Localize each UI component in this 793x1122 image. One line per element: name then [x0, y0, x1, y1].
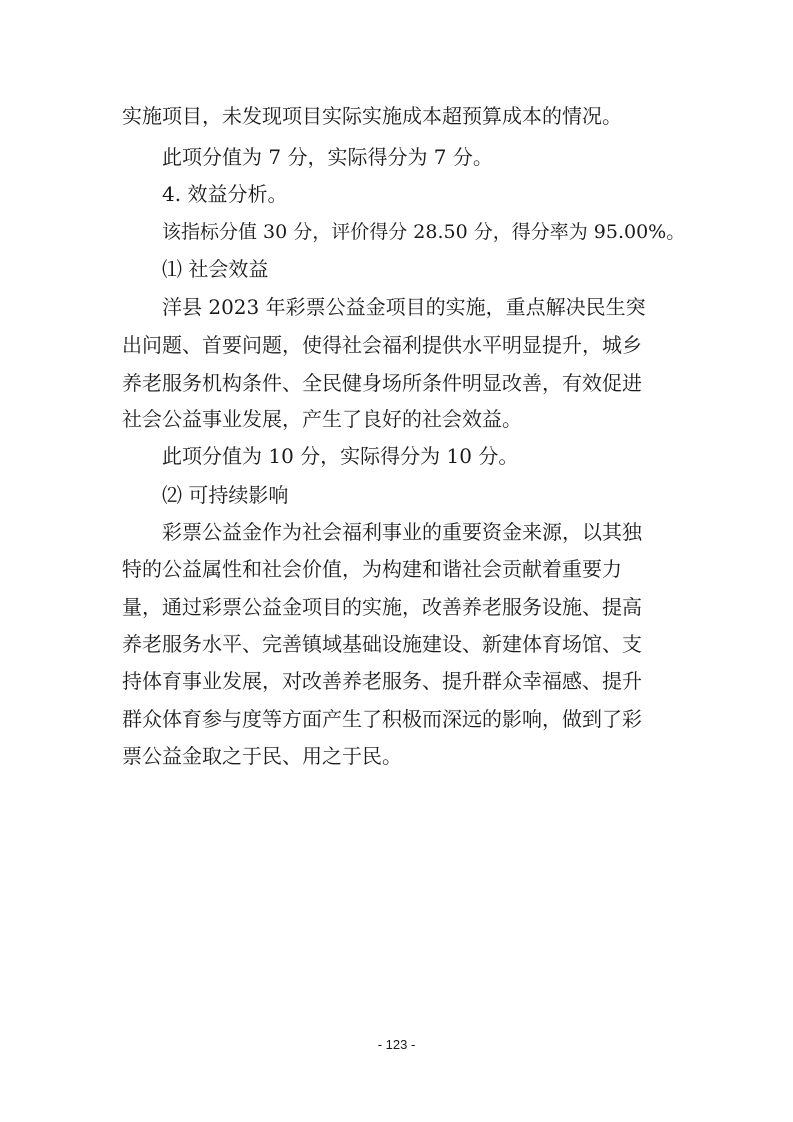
subsection-heading: ⑵ 可持续影响: [162, 483, 289, 507]
text-line: 社会公益事业发展，产生了良好的社会效益。: [122, 407, 522, 431]
text-line: 票公益金取之于民、用之于民。: [122, 744, 402, 768]
text-line: 实施项目，未发现项目实际实施成本超预算成本的情况。: [122, 104, 622, 128]
text-line: 养老服务机构条件、全民健身场所条件明显改善，有效促进: [122, 371, 642, 395]
subsection-heading: ⑴ 社会效益: [162, 257, 269, 281]
text-line: 该指标分值 30 分，评价得分 28.50 分，得分率为 95.00%。: [162, 221, 686, 243]
text-line: 出问题、首要问题，使得社会福利提供水平明显提升，城乡: [122, 333, 642, 357]
text-line: 群众体育参与度等方面产生了积极而深远的影响，做到了彩: [122, 707, 642, 731]
page-number: - 123 -: [377, 1037, 416, 1052]
text-line: 彩票公益金作为社会福利事业的重要资金来源，以其独: [162, 520, 642, 544]
text-line: 洋县 2023 年彩票公益金项目的实施，重点解决民生突: [162, 295, 646, 319]
text-line: 此项分值为 10 分，实际得分为 10 分。: [162, 444, 519, 468]
text-line: 养老服务水平、完善镇域基础设施建设、新建体育场馆、支: [122, 632, 642, 656]
text-line: 此项分值为 7 分，实际得分为 7 分。: [162, 145, 493, 169]
section-heading: 4. 效益分析。: [162, 182, 288, 206]
text-line: 量，通过彩票公益金项目的实施，改善养老服务设施、提高: [122, 595, 642, 619]
text-line: 持体育事业发展，对改善养老服务、提升群众幸福感、提升: [122, 669, 642, 693]
text-line: 特的公益属性和社会价值，为构建和谐社会贡献着重要力: [122, 557, 622, 581]
